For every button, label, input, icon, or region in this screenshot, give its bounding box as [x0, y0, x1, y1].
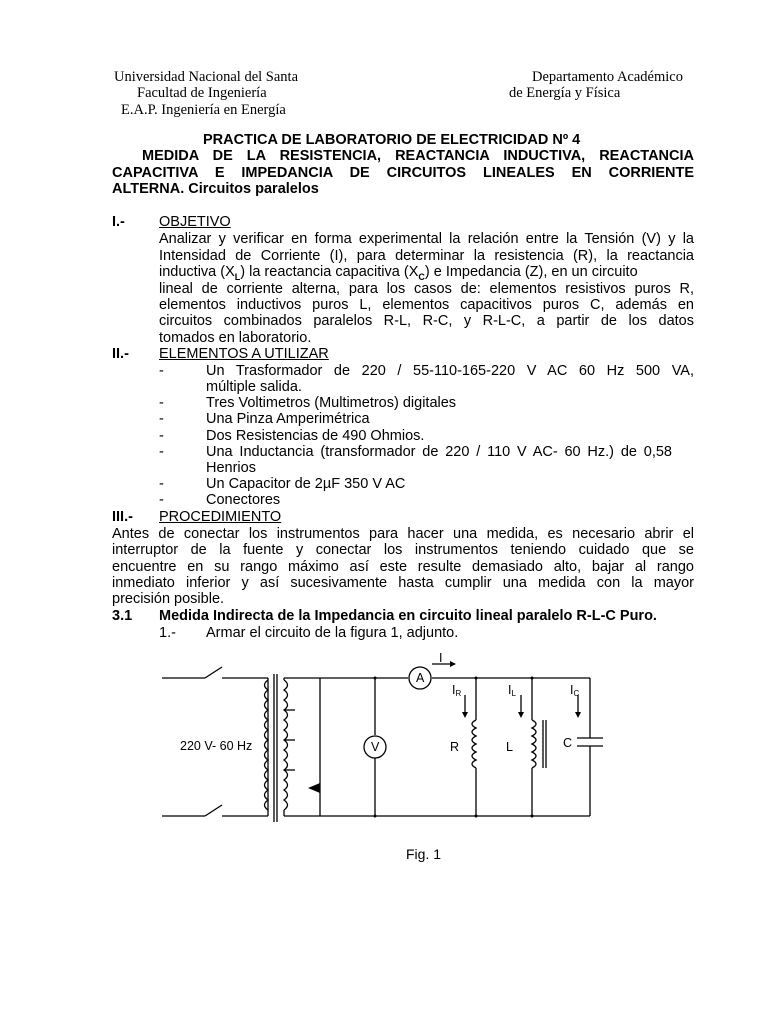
item-capacitor: Un Capacitor de 2µF 350 V AC — [206, 476, 406, 492]
list-dash: - — [159, 476, 164, 492]
procedure-line-1: Antes de conectar los instrumentos para hacer una medida, es necesario abrir el — [112, 526, 694, 542]
capacitor-label: C — [563, 736, 573, 750]
title-underline-trail — [203, 132, 584, 148]
objective-line-7: tomados en laboratorio. — [159, 330, 312, 346]
objective-line-2: Intensidad de Corriente (I), para determinar la resistencia (R), la reactancia — [159, 248, 694, 264]
section-3-number: III.- — [112, 509, 133, 525]
item-transformer: Un Trasformador de 220 / 55-110-165-220 V AC 60 Hz 500 VA, — [206, 363, 694, 379]
objective-line-3 — [159, 264, 694, 282]
header-department: Departamento Académico — [532, 69, 683, 85]
section-2-number: II.- — [112, 346, 129, 362]
secondary-winding — [284, 680, 288, 810]
objective-line-5: elementos inductivos puros L, elementos capacitivos puros C, además en — [159, 297, 694, 313]
resistor-r — [472, 720, 476, 768]
voltmeter-label: V — [371, 740, 380, 754]
procedure-line-3: encuentre en su rango máximo así este resulte demasiado alto, bajar al rango — [112, 559, 694, 575]
objective-line-3-text: inductiva $(X_L)$ la reactancia capacitiva $(X_C)$ e Impedancia (Z), en un circuito — [159, 264, 638, 282]
title-line-3: CAPACITIVA E IMPEDANCIA DE CIRCUITOS LINEALES EN CORRIENTE — [112, 165, 694, 181]
step-text: Armar el circuito de la figura 1, adjunto. — [206, 625, 459, 641]
current-r-label: IR — [452, 683, 462, 698]
objective-line-1: Analizar y verificar en forma experimental la relación entre la Tensión (V) y la — [159, 231, 694, 247]
resistor-label: R — [450, 740, 460, 754]
inductor-label: L — [506, 740, 513, 754]
item-inductance: Una Inductancia (transformador de 220 / 110 V AC- 60 Hz.) de 0,58 — [206, 444, 672, 460]
source-label: 220 V- 60 Hz — [180, 739, 253, 753]
switch-bottom — [205, 805, 222, 816]
document-title: PRACTICA DE LABORATORIO DE ELECTRICIDAD Nº 4 — [203, 132, 581, 148]
list-dash: - — [159, 363, 164, 379]
list-dash: - — [159, 444, 164, 460]
inductor-l — [532, 720, 536, 768]
item-connectors: Conectores — [206, 492, 281, 508]
item-clamp-meter: Una Pinza Amperimétrica — [206, 411, 370, 427]
title-line-2: MEDIDA DE LA RESISTENCIA, REACTANCIA INDUCTIVA, REACTANCIA — [142, 148, 694, 164]
circuit-diagram — [150, 650, 620, 830]
section-3-heading: PROCEDIMIENTO — [159, 509, 282, 525]
tap-arrow — [308, 783, 320, 793]
list-dash: - — [159, 411, 164, 427]
ammeter-label: A — [416, 671, 425, 685]
subsection-heading: Medida Indirecta de la Impedancia en circuito lineal paralelo R-L-C Puro. — [159, 608, 657, 624]
procedure-line-5: precisión posible. — [112, 591, 225, 607]
list-dash: - — [159, 492, 164, 508]
item-transformer-cont: múltiple salida. — [206, 379, 302, 395]
header-faculty: Facultad de Ingeniería — [137, 85, 267, 101]
item-resistors: Dos Resistencias de 490 Ohmios. — [206, 428, 425, 444]
current-c-label: IC — [570, 683, 580, 698]
switch-top — [205, 667, 222, 678]
item-voltmeters: Tres Voltimetros (Multimetros) digitales — [206, 395, 457, 411]
title-line-4: ALTERNA. Circuitos paralelos — [112, 181, 319, 197]
current-l-label: IL — [508, 683, 516, 698]
section-2-heading: ELEMENTOS A UTILIZAR — [159, 346, 329, 362]
objective-line-6: circuitos combinados paralelos R-L, R-C, y R-L-C, a partir de los datos — [159, 313, 694, 329]
step-number: 1.- — [159, 625, 176, 641]
objective-line-4: lineal de corriente alterna, para los casos de: elementos resistivos puros R, — [159, 281, 694, 297]
list-dash: - — [159, 428, 164, 444]
header-school: E.A.P. Ingeniería en Energía — [121, 102, 286, 118]
procedure-line-4: inmediato inferior y así sucesivamente hasta cumplir una medida con la mayor — [112, 575, 694, 591]
section-1-heading: OBJETIVO — [159, 214, 231, 230]
header-university: Universidad Nacional del Santa — [114, 69, 299, 85]
subsection-number: 3.1 — [112, 608, 133, 624]
figure-caption: Fig. 1 — [406, 846, 442, 862]
procedure-line-2: interruptor de la fuente y conectar los instrumentos teniendo cuidado que se — [112, 542, 694, 558]
header-department-sub: de Energía y Física — [509, 85, 621, 101]
current-total-label: I — [439, 651, 443, 665]
item-inductance-cont: Henrios — [206, 460, 256, 476]
list-dash: - — [159, 395, 164, 411]
section-1-number: I.- — [112, 214, 125, 230]
